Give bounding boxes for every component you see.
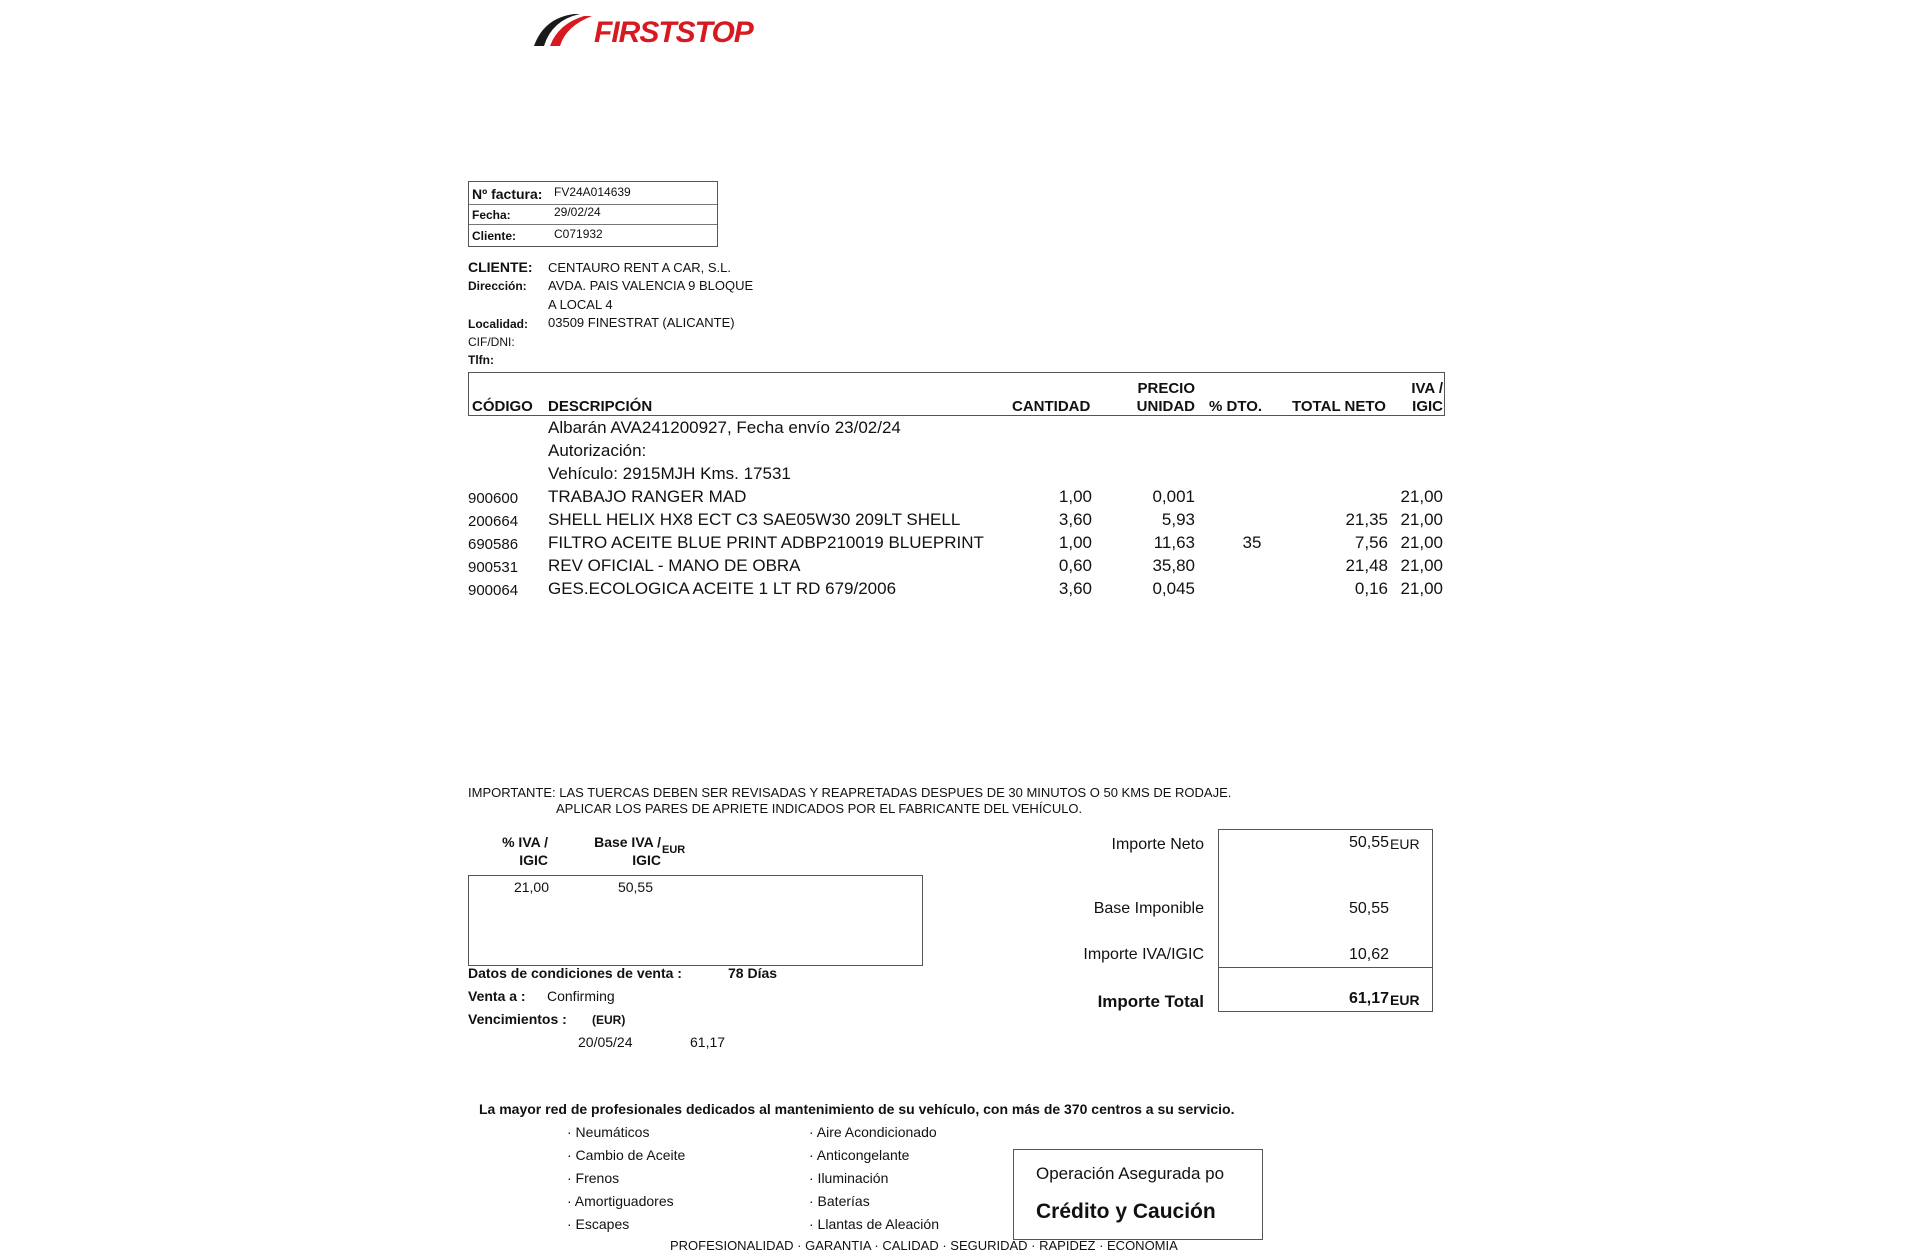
cell-codigo: 900600 — [468, 490, 519, 507]
cell-codigo: 900064 — [468, 582, 519, 599]
invoice-client-label: Cliente: — [472, 229, 517, 243]
cell-precio: 5,93 — [1161, 510, 1195, 529]
customer-tel-label: Tlfn: — [468, 353, 494, 367]
customer-city-label: Localidad: — [468, 317, 529, 331]
cell-codigo: 690586 — [468, 536, 519, 553]
cell-cantidad: 3,60 — [1058, 510, 1092, 529]
customer-address-2: A LOCAL 4 — [548, 297, 613, 312]
credit-line-1: Operación Asegurada po — [1036, 1164, 1225, 1183]
footer-tagline: La mayor red de profesionales dedicados al mantenimiento de su vehículo, con más de 370 centros a su servicio. — [479, 1101, 1235, 1117]
total-currency: EUR — [1390, 992, 1420, 1008]
cell-dto: 35 — [1242, 533, 1262, 552]
invoice-date-label: Fecha: — [472, 208, 511, 222]
cell-total: 21,48 — [1345, 556, 1388, 575]
cell-descripcion: FILTRO ACEITE BLUE PRINT ADBP210019 BLUEPRINT — [548, 533, 984, 552]
service-item: · Baterías — [809, 1193, 870, 1209]
col-total: TOTAL NETO — [1292, 398, 1386, 415]
customer-name-label: CLIENTE: — [468, 259, 533, 275]
cell-descripcion: REV OFICIAL - MANO DE OBRA — [548, 556, 801, 575]
vencimiento-amount: 61,17 — [690, 1034, 726, 1050]
service-item: · Anticongelante — [809, 1147, 910, 1163]
col-descripcion: DESCRIPCIÓN — [548, 398, 653, 415]
customer-name: CENTAURO RENT A CAR, S.L. — [548, 260, 732, 275]
invoice-client-row — [469, 224, 717, 246]
table-row — [0, 487, 1920, 510]
info-line: Vehículo: 2915MJH Kms. 17531 — [548, 464, 791, 483]
logo-text: FIRSTSTOP — [594, 16, 753, 49]
total-label: Importe Total — [1097, 992, 1204, 1011]
iva-value: 10,62 — [1348, 946, 1389, 963]
table-row — [0, 533, 1920, 556]
info-line: Albarán AVA241200927, Fecha envío 23/02/24 — [548, 418, 901, 437]
cell-descripcion: SHELL HELIX HX8 ECT C3 SAE05W30 209LT SHELL — [548, 510, 961, 529]
table-row — [0, 510, 1920, 533]
vat-base-label-1: Base IVA / — [594, 834, 661, 850]
vencimientos-label: Vencimientos : — [468, 1011, 567, 1027]
service-item: · Aire Acondicionado — [809, 1124, 937, 1140]
vat-base-currency: EUR — [662, 844, 686, 856]
venta-label: Venta a : — [468, 988, 526, 1004]
invoice-number-label: Nº factura: — [472, 186, 543, 202]
service-item: · Iluminación — [809, 1170, 889, 1186]
vencimientos-currency: (EUR) — [592, 1013, 626, 1027]
notice-line-1: IMPORTANTE: LAS TUERCAS DEBEN SER REVISADAS Y REAPRETADAS DESPUES DE 30 MINUTOS O 50 KMS DE RODAJE. — [468, 785, 1232, 800]
neto-label: Importe Neto — [1111, 836, 1204, 853]
invoice-id-box — [468, 181, 718, 247]
vat-base-label-2: IGIC — [632, 852, 661, 868]
col-codigo: CÓDIGO — [472, 398, 533, 415]
cell-precio: 0,001 — [1152, 487, 1195, 506]
iva-label: Importe IVA/IGIC — [1083, 946, 1204, 963]
table-row — [0, 579, 1920, 602]
col-cantidad: CANTIDAD — [1012, 398, 1091, 415]
customer-city: 03509 FINESTRAT (ALICANTE) — [548, 315, 735, 330]
service-item: · Frenos — [567, 1170, 620, 1186]
service-item: · Neumáticos — [567, 1124, 650, 1140]
invoice-client-code: C071932 — [554, 227, 603, 241]
vat-breakdown-box — [468, 875, 923, 966]
conditions-label: Datos de condiciones de venta : — [468, 965, 682, 981]
neto-value: 50,55 — [1348, 834, 1389, 851]
credit-line-2: Crédito y Caución — [1036, 1200, 1216, 1223]
cell-precio: 0,045 — [1152, 579, 1195, 598]
customer-address-1: AVDA. PAIS VALENCIA 9 BLOQUE — [548, 278, 754, 293]
base-label: Base Imponible — [1093, 900, 1204, 917]
cell-total: 0,16 — [1354, 579, 1388, 598]
vat-pct-label-1: % IVA / — [502, 834, 548, 850]
customer-cif-label: CIF/DNI: — [468, 335, 515, 349]
col-iva-1: IVA / — [1411, 380, 1443, 397]
cell-precio: 11,63 — [1153, 533, 1195, 552]
total-value: 61,17 — [1348, 990, 1389, 1007]
cell-iva: 21,00 — [1400, 487, 1443, 506]
col-iva-2: IGIC — [1412, 398, 1443, 415]
venta-value: Confirming — [547, 988, 615, 1004]
col-precio-2: UNIDAD — [1136, 398, 1195, 415]
cell-precio: 35,80 — [1152, 556, 1195, 575]
items-table-header — [468, 372, 1445, 416]
cell-iva: 21,00 — [1400, 510, 1443, 529]
service-item: · Amortiguadores — [567, 1193, 674, 1209]
invoice-date-row — [469, 204, 717, 225]
totals-box — [1218, 829, 1433, 1012]
firststop-logo — [530, 6, 760, 54]
notice-line-2: APLICAR LOS PARES DE APRIETE INDICADOS POR EL FABRICANTE DEL VEHÍCULO. — [556, 801, 1083, 816]
cell-codigo: 200664 — [468, 513, 519, 530]
cell-cantidad: 1,00 — [1058, 533, 1092, 552]
cell-iva: 21,00 — [1400, 533, 1443, 552]
cell-cantidad: 0,60 — [1058, 556, 1092, 575]
service-item: · Cambio de Aceite — [567, 1147, 686, 1163]
totals-divider — [1219, 967, 1432, 968]
vat-pct: 21,00 — [513, 879, 549, 895]
swoosh-icon — [530, 6, 594, 54]
vat-base: 50,55 — [617, 879, 653, 895]
cell-total: 21,35 — [1345, 510, 1388, 529]
invoice-number: FV24A014639 — [554, 185, 631, 199]
conditions-value: 78 Días — [728, 965, 778, 981]
service-item: · Llantas de Aleación — [809, 1216, 939, 1232]
cell-codigo: 900531 — [468, 559, 519, 576]
credit-insurance-box — [1013, 1149, 1263, 1240]
cell-cantidad: 3,60 — [1058, 579, 1092, 598]
service-item: · Escapes — [567, 1216, 630, 1232]
vencimiento-date: 20/05/24 — [578, 1034, 633, 1050]
cell-iva: 21,00 — [1400, 579, 1443, 598]
invoice-date: 29/02/24 — [554, 205, 601, 219]
footer-values: PROFESIONALIDAD · GARANTIA · CALIDAD · SEGURIDAD · RAPIDEZ · ECONOMIA — [670, 1238, 1178, 1253]
neto-currency: EUR — [1390, 836, 1420, 852]
base-value: 50,55 — [1348, 900, 1389, 917]
cell-total: 7,56 — [1354, 533, 1388, 552]
info-line: Autorización: — [548, 441, 647, 460]
col-dto: % DTO. — [1209, 398, 1263, 415]
cell-descripcion: TRABAJO RANGER MAD — [548, 487, 747, 506]
cell-descripcion: GES.ECOLOGICA ACEITE 1 LT RD 679/2006 — [548, 579, 897, 598]
vat-pct-label-2: IGIC — [519, 852, 548, 868]
col-precio-1: PRECIO — [1137, 380, 1195, 397]
customer-address-label: Dirección: — [468, 279, 527, 293]
cell-iva: 21,00 — [1400, 556, 1443, 575]
cell-cantidad: 1,00 — [1058, 487, 1092, 506]
table-row — [0, 556, 1920, 579]
invoice-number-row — [469, 182, 717, 205]
